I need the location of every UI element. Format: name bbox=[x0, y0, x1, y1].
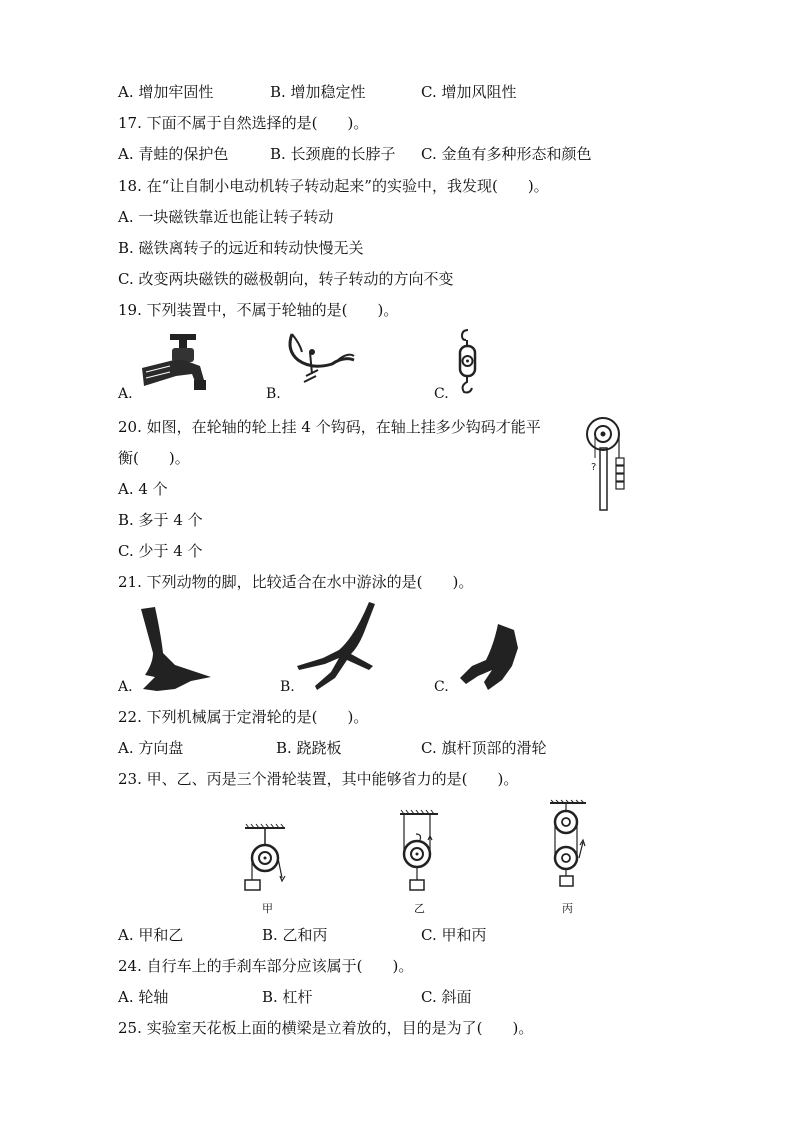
q16-option-c: C. 增加风阻性 bbox=[421, 83, 517, 101]
q19-label-c: C. bbox=[434, 386, 449, 402]
q21-label-c: C. bbox=[434, 679, 449, 695]
q24-option-a: A. 轮轴 bbox=[118, 988, 169, 1006]
q16-option-a: A. 增加牢固性 bbox=[118, 83, 214, 101]
pulley-bing-figure bbox=[548, 800, 590, 896]
q19-label-a: A. bbox=[118, 386, 133, 402]
q25-stem: 25. 实验室天花板上面的横梁是立着放的，目的是为了( )。 bbox=[118, 1019, 534, 1037]
q17-stem: 17. 下面不属于自然选择的是( )。 bbox=[118, 114, 369, 132]
q24-stem: 24. 自行车上的手刹车部分应该属于( )。 bbox=[118, 957, 414, 975]
q21-stem: 21. 下列动物的脚，比较适合在水中游泳的是( )。 bbox=[118, 573, 474, 591]
q20-option-a: A. 4 个 bbox=[118, 480, 168, 498]
q21-label-a: A. bbox=[118, 679, 133, 695]
q17-option-a: A. 青蛙的保护色 bbox=[118, 145, 229, 163]
q23-option-c: C. 甲和丙 bbox=[421, 926, 487, 944]
bird-foot-image bbox=[458, 622, 520, 694]
q22-option-a: A. 方向盘 bbox=[118, 739, 184, 757]
q23-option-b: B. 乙和丙 bbox=[262, 926, 328, 944]
q20-stem-line1: 20. 如图，在轮轴的轮上挂 4 个钩码，在轴上挂多少钩码才能平 bbox=[118, 418, 541, 436]
q18-stem: 18. 在“让自制小电动机转子转动起来”的实验中，我发现( )。 bbox=[118, 177, 549, 195]
q22-option-c: C. 旗杆顶部的滑轮 bbox=[421, 739, 547, 757]
faucet-image bbox=[140, 330, 215, 398]
pulley-yi-figure bbox=[396, 810, 444, 896]
pulley-jia-figure bbox=[240, 824, 292, 896]
q18-option-c: C. 改变两块磁铁的磁极朝向，转子转动的方向不变 bbox=[118, 270, 454, 288]
chicken-foot-image bbox=[295, 600, 387, 692]
q24-option-c: C. 斜面 bbox=[421, 988, 472, 1006]
q24-option-b: B. 杠杆 bbox=[262, 988, 313, 1006]
q20-stem-line2: 衡( )。 bbox=[118, 449, 190, 467]
q20-figure-mark: ? bbox=[591, 462, 597, 473]
q22-option-b: B. 跷跷板 bbox=[276, 739, 342, 757]
q16-option-b: B. 增加稳定性 bbox=[270, 83, 366, 101]
handlebar-image bbox=[282, 330, 357, 392]
q23-caption-bing: 丙 bbox=[562, 902, 573, 915]
q20-option-b: B. 多于 4 个 bbox=[118, 511, 203, 529]
q23-stem: 23. 甲、乙、丙是三个滑轮装置，其中能够省力的是( )。 bbox=[118, 770, 519, 788]
q18-option-b: B. 磁铁离转子的远近和转动快慢无关 bbox=[118, 239, 364, 257]
q18-option-a: A. 一块磁铁靠近也能让转子转动 bbox=[118, 208, 334, 226]
q23-option-a: A. 甲和乙 bbox=[118, 926, 184, 944]
duck-foot-image bbox=[135, 605, 215, 693]
q17-option-c: C. 金鱼有多种形态和颜色 bbox=[421, 145, 592, 163]
q21-label-b: B. bbox=[280, 679, 295, 695]
q22-stem: 22. 下列机械属于定滑轮的是( )。 bbox=[118, 708, 369, 726]
q19-stem: 19. 下列装置中，不属于轮轴的是( )。 bbox=[118, 301, 399, 319]
q23-caption-jia: 甲 bbox=[262, 902, 273, 915]
wheel-axle-figure bbox=[586, 414, 634, 514]
q17-option-b: B. 长颈鹿的长脖子 bbox=[270, 145, 396, 163]
q19-label-b: B. bbox=[266, 386, 281, 402]
pulley-image bbox=[450, 328, 485, 396]
q20-option-c: C. 少于 4 个 bbox=[118, 542, 203, 560]
q23-caption-yi: 乙 bbox=[414, 902, 425, 915]
